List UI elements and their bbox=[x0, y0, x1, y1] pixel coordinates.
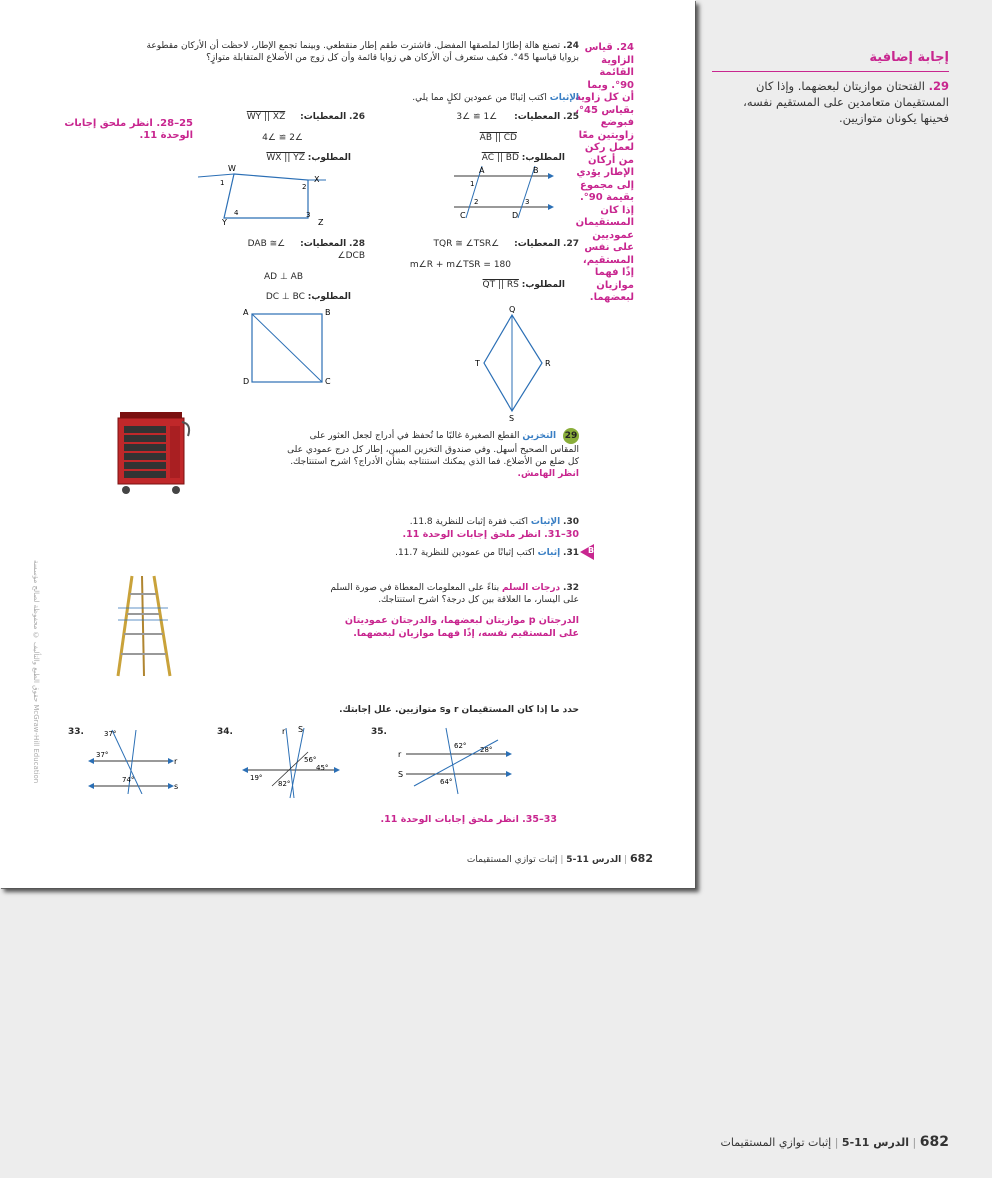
q32 bbox=[319, 582, 579, 606]
q26-ang-4: 4 bbox=[234, 209, 239, 217]
q26-ext-w bbox=[198, 174, 234, 177]
proof-intro-text: اكتب إثباتًا من عمودين لكلٍ مما يلي. bbox=[412, 93, 547, 103]
q34-a4: 82° bbox=[278, 780, 291, 788]
q24 bbox=[139, 40, 579, 64]
page-footer: 682 | الدرس 11-5 | إثبات توازي المستقيمات bbox=[466, 852, 653, 865]
q26-given2: ∠2 ≅ ∠4 bbox=[262, 133, 303, 143]
q25-given2: AB || CD bbox=[479, 133, 517, 143]
q27-pt-q: Q bbox=[509, 305, 516, 314]
q25-given-label: المعطيات: bbox=[514, 112, 561, 122]
q27-pt-t: T bbox=[475, 359, 480, 368]
q33-transversal-1 bbox=[112, 730, 142, 794]
q31 bbox=[279, 547, 579, 559]
q29 bbox=[279, 428, 579, 480]
q35-s: S bbox=[398, 770, 404, 779]
q34-figure bbox=[242, 722, 342, 800]
q35-a3: 64° bbox=[440, 778, 453, 786]
q24-number: 24. bbox=[563, 41, 579, 51]
q25-figure bbox=[452, 162, 556, 224]
q33-a2: 37° bbox=[96, 751, 109, 759]
q32-text: بناءً على المعلومات المعطاة في صورة السلم على اليسار، ما العلاقة بين كل درجة؟ اشرح استنتاجك. bbox=[330, 583, 579, 605]
q26-pt-w: W bbox=[228, 165, 236, 173]
q25-pt-c: C bbox=[460, 211, 466, 220]
q33-s: s bbox=[174, 782, 179, 791]
q28 bbox=[235, 238, 365, 303]
q28-figure bbox=[240, 306, 336, 390]
tool-chest-image bbox=[114, 406, 196, 498]
q33-a1: 37° bbox=[104, 730, 117, 738]
page-number-inner: 682 bbox=[630, 852, 653, 865]
lesson-title-inner: إثبات توازي المستقيمات bbox=[466, 855, 558, 865]
q31-label: إثبات bbox=[537, 548, 561, 558]
q26-ang-1: 1 bbox=[220, 179, 225, 187]
q30-label: الإثبات bbox=[530, 517, 561, 527]
q28-pt-d: D bbox=[243, 377, 250, 386]
q28-given1: ∠DAB ≅ ∠DCB bbox=[247, 239, 365, 261]
q33-figure bbox=[88, 724, 184, 794]
q25-pt-b: B bbox=[533, 166, 539, 175]
q28-prove-label: المطلوب: bbox=[307, 292, 351, 302]
proof-label: الإثبات bbox=[549, 93, 579, 103]
q25-ang-3: 3 bbox=[525, 198, 530, 206]
page-number: 682 bbox=[919, 1134, 949, 1150]
lesson-title: إثبات توازي المستقيمات bbox=[720, 1136, 832, 1149]
q28-diagonal bbox=[252, 314, 322, 382]
q28-given-label: المعطيات: bbox=[300, 239, 347, 249]
q27-given1: ∠TQR ≅ ∠TSR bbox=[433, 239, 500, 249]
q34-line-s bbox=[290, 728, 304, 798]
heading-rule bbox=[712, 71, 949, 72]
q33-r: r bbox=[174, 757, 178, 766]
q33-a3: 74° bbox=[122, 776, 135, 784]
q25 bbox=[429, 111, 579, 164]
q35-a1: 62° bbox=[454, 742, 467, 750]
q26-figure bbox=[196, 165, 332, 227]
lesson-label-inner: الدرس 11-5 bbox=[566, 855, 622, 865]
q26-prove-label: المطلوب: bbox=[307, 153, 351, 163]
q26-pt-y: Y bbox=[222, 218, 227, 227]
q26-pt-z: Z bbox=[318, 218, 324, 227]
q34-number: 34. bbox=[217, 727, 233, 737]
copyright-note: حقوق الطبع والتأليف © محفوظة لصالح مؤسسة McGraw-Hill Education bbox=[32, 560, 40, 784]
q28-pt-b: B bbox=[325, 308, 331, 317]
ladder-image bbox=[110, 572, 182, 682]
q29-badge: 29 bbox=[563, 428, 579, 444]
answer-number: 29. bbox=[928, 79, 949, 93]
q30-number: 30. bbox=[563, 517, 579, 527]
q28-pt-a: A bbox=[243, 308, 249, 317]
q24-text: تصنع هالة إطارًا لملصقها المفضل. فاشترت طقم إطار منقطعي. وبينما تجمع الإطار، لاحظت أن الأركان مقطوعة بزوايا قياسها 45°. فكيف ستعرف أن الأركان هي زوايا قائمة وأن كل زوج من الأضلاع المتقابلة متوازٍ؟ bbox=[146, 41, 579, 63]
q28-pt-c: C bbox=[325, 377, 331, 386]
q26-ang-2: 2 bbox=[302, 183, 307, 191]
q32-number: 32. bbox=[563, 583, 579, 593]
q27-pt-r: R bbox=[545, 359, 551, 368]
q31-text: اكتب إثباتًا من عمودين للنظرية 11.7. bbox=[395, 548, 535, 558]
q35-a2: 28° bbox=[480, 746, 493, 754]
q26-pt-x: X bbox=[314, 175, 320, 184]
q30 bbox=[279, 516, 579, 528]
additional-answer-body bbox=[712, 78, 949, 126]
q27-number: 27. bbox=[563, 239, 579, 249]
footer-outer: 682 | الدرس 11-5 | إثبات توازي المستقيمات bbox=[720, 1134, 949, 1150]
q30-text: اكتب فقرة إثبات للنظرية 11.8. bbox=[409, 517, 529, 527]
ans-25-28: 25–28. انظر ملحق إجابات الوحدة 11. bbox=[64, 118, 193, 141]
q33-number: 33. bbox=[68, 727, 84, 737]
q25-prove: AC || BD bbox=[481, 153, 519, 163]
q34-a1: 56° bbox=[304, 756, 317, 764]
q29-answer: انظر الهامش. bbox=[517, 469, 579, 479]
q25-ang-1: 1 bbox=[470, 180, 475, 188]
q33-transversal-2 bbox=[128, 730, 136, 794]
q24-answer: 24. قياس الزاوية القائمة 90°. وبما أن كل زاوية بقياس 45°، فبوضع زاويتين معًا لعمل ركن من أركان الإطار يؤدي إلى مجموع بقيمة 90°. إذا كان المستقيمان عموديين على نفس المستقيم، إذًا فهما موازيان لبعضهما. bbox=[575, 42, 634, 303]
answer-text: الفتحتان موازيتان لبعضهما. وإذا كان المستقيمان متعامدين على المستقيم نفسه، فحينها يكونان متوازيين. bbox=[743, 79, 949, 125]
q27-prove: QT || RS bbox=[482, 280, 519, 290]
q34-a3: 19° bbox=[250, 774, 263, 782]
q32-answer: الدرجتان p موازيتان لبعضهما، والدرجتان عموديتان على المستقيم نفسه، إذًا فهما موازيان لبعضهما. bbox=[344, 615, 579, 639]
determine-instruction: حدد ما إذا كان المستقيمان r وs متوازيين. علل إجابتك. bbox=[339, 705, 579, 715]
q28-number: 28. bbox=[349, 239, 365, 249]
q28-given2: AD ⊥ AB bbox=[264, 272, 303, 282]
q30-answer: 30–31. انظر ملحق إجابات الوحدة 11. bbox=[402, 529, 579, 540]
q26-given-label: المعطيات: bbox=[300, 112, 347, 122]
q29-text: القطع الصغيرة غالبًا ما تُحفظ في أدراج لجعل العثور على المقاس الصحيح أسهل. وفي صندوق التخزين المبين، إطار كل درج عمودي على كل ضلع من الأضلاع. فما الذي يمكنك استنتاجه بشأن الأدراج؟ اشرح استنتاجك. bbox=[287, 431, 579, 467]
q35-r: r bbox=[398, 750, 402, 759]
q27 bbox=[379, 238, 579, 291]
lesson-label: الدرس 11-5 bbox=[841, 1136, 910, 1149]
q31-level-badge: B bbox=[588, 546, 595, 555]
q31-number: 31. bbox=[563, 548, 579, 558]
q26-number: 26. bbox=[349, 112, 365, 122]
q25-ang-2: 2 bbox=[474, 198, 479, 206]
q27-figure bbox=[472, 303, 556, 425]
q25-pt-a: A bbox=[479, 166, 485, 175]
q34-a2: 45° bbox=[316, 764, 329, 772]
q26-ang-3: 3 bbox=[306, 211, 311, 219]
q27-given-label: المعطيات: bbox=[514, 239, 561, 249]
ans-33-35: 33–35. انظر ملحق إجابات الوحدة 11. bbox=[380, 814, 557, 825]
q25-number: 25. bbox=[563, 112, 579, 122]
q26-given1: WY || XZ bbox=[246, 112, 286, 122]
q25-pt-d: D bbox=[512, 211, 519, 220]
q34-s: S bbox=[298, 725, 304, 734]
proof-intro bbox=[279, 92, 579, 104]
q26 bbox=[245, 111, 365, 164]
q26-prove: WX || YZ bbox=[266, 153, 305, 163]
q25-arrow2 bbox=[548, 204, 554, 210]
q28-prove: DC ⊥ BC bbox=[265, 292, 305, 302]
q29-label: التخزين bbox=[522, 431, 557, 441]
q25-arrow bbox=[548, 173, 554, 179]
q34-r: r bbox=[282, 727, 286, 736]
q32-label: درجات السلم bbox=[501, 583, 561, 593]
q35-figure bbox=[394, 724, 518, 798]
q25-prove-label: المطلوب: bbox=[521, 153, 565, 163]
q27-kite bbox=[484, 315, 542, 411]
q27-prove-label: المطلوب: bbox=[521, 280, 565, 290]
q35-number: 35. bbox=[371, 727, 387, 737]
q27-given2: m∠R + m∠TSR = 180 bbox=[409, 260, 511, 270]
additional-answer-heading: إجابة إضافية bbox=[869, 50, 949, 65]
q25-given1: ∠1 ≅ ∠3 bbox=[456, 112, 498, 122]
q27-pt-s: S bbox=[509, 414, 515, 423]
